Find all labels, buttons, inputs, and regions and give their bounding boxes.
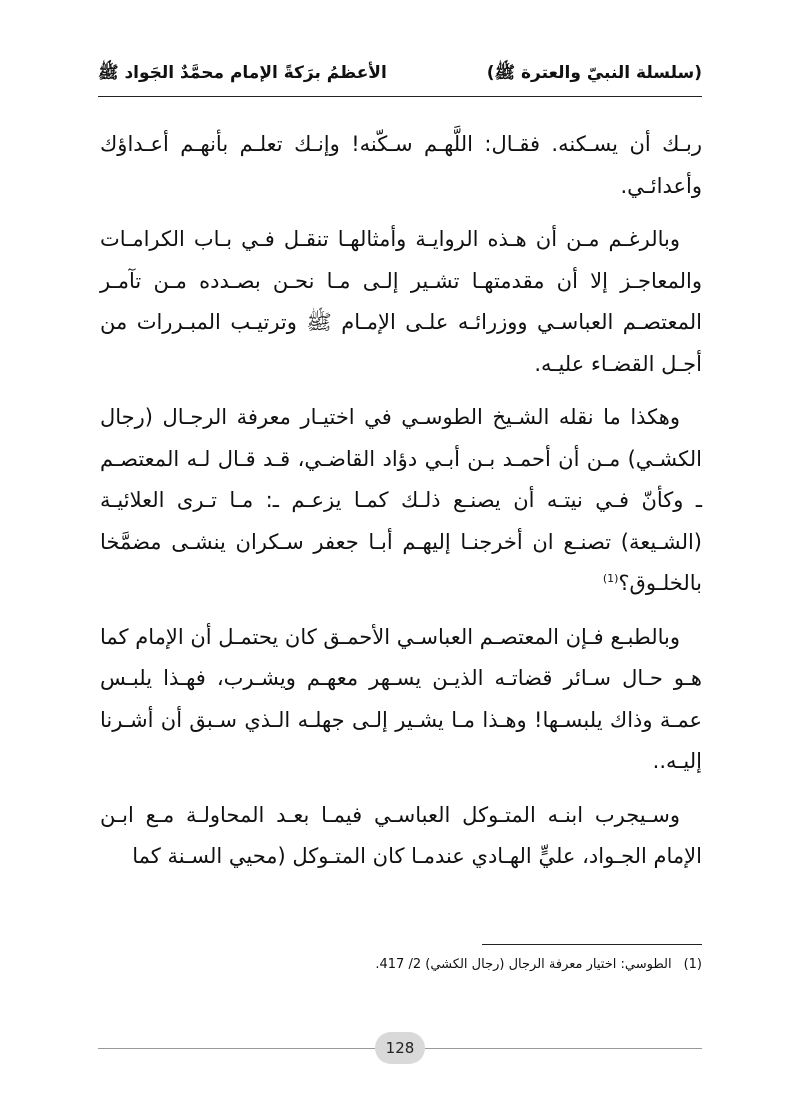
paragraph-with-footnote	[100, 397, 702, 605]
page-number: 128	[375, 1032, 425, 1064]
header-divider	[98, 96, 702, 97]
body-text	[100, 124, 702, 890]
paragraph-text: وهكذا ما نقله الشـيخ الطوسـي في اختيـار معرفة الرجـال (رجال الكشـي) مـن أن أحمـد بـن أبـي دؤاد القاضـي، قـد قـال لـه المعتصـم ـ وكأنّ فـي نيتـه أن يصنـع ذلـك كمـا يزعـم ـ: مـا تـرى العلائيـة (الشـيعة) تصنـع ان أخرجنـا إليهـم أبـا جعفر سـكران ينشـى مضمَّخا بالخلـوق؟	[100, 405, 702, 595]
footnote-divider	[482, 944, 702, 945]
running-header	[98, 58, 702, 90]
paragraph: وبالرغـم مـن أن هـذه الروايـة وأمثالهـا تنقـل فـي بـاب الكرامـات والمعاجـز إلا أن مقدمتهـا تشـير إلـى مـا نحـن بصـدده مـن تآمـر المعتصـم العباسـي ووزرائـه علـى الإمـام ﷺ وترتيـب المبـررات من أجـل القضـاء عليـه.	[100, 227, 702, 376]
paragraph-continuation: ربـك أن يسـكنه. فقـال: اللَّهـم سـكّنه! وإنـك تعلـم بأنهـم أعـداؤك وأعدائـي.	[100, 132, 702, 198]
footnote-text: الطوسي: اختيار معرفة الرجال (رجال الكشي) 2/ 417.	[375, 957, 672, 972]
footnote	[100, 955, 702, 975]
footnote-reference[interactable]: (1)	[602, 572, 619, 585]
series-title: (سلسلة النبيّ والعترة ﷺ)	[486, 62, 702, 83]
paragraph: وبالطبـع فـإن المعتصـم العباسـي الأحمـق كان يحتمـل أن الإمام كما هـو حـال سـائر قضاتـه الذيـن يسـهر معهـم ويشـرب، فهـذا يلبـس عمـة وذاك يلبسـها! وهـذا مـا يشـير إلـى جهلـه الـذي سـبق أن أشـرنا إليـه..	[100, 624, 702, 773]
footnote-number: (1)	[683, 957, 702, 972]
book-title: الأعظمُ برَكةً الإمام محمَّدٌ الجَواد ﷺ	[98, 62, 387, 83]
paragraph: وسـيجرب ابنـه المتـوكل العباسـي فيمـا بعـد المحاولـة مـع ابـن الإمام الجـواد، عليٍّ الهـادي عندمـا كان المتـوكل (محيي السـنة كما	[100, 802, 702, 868]
